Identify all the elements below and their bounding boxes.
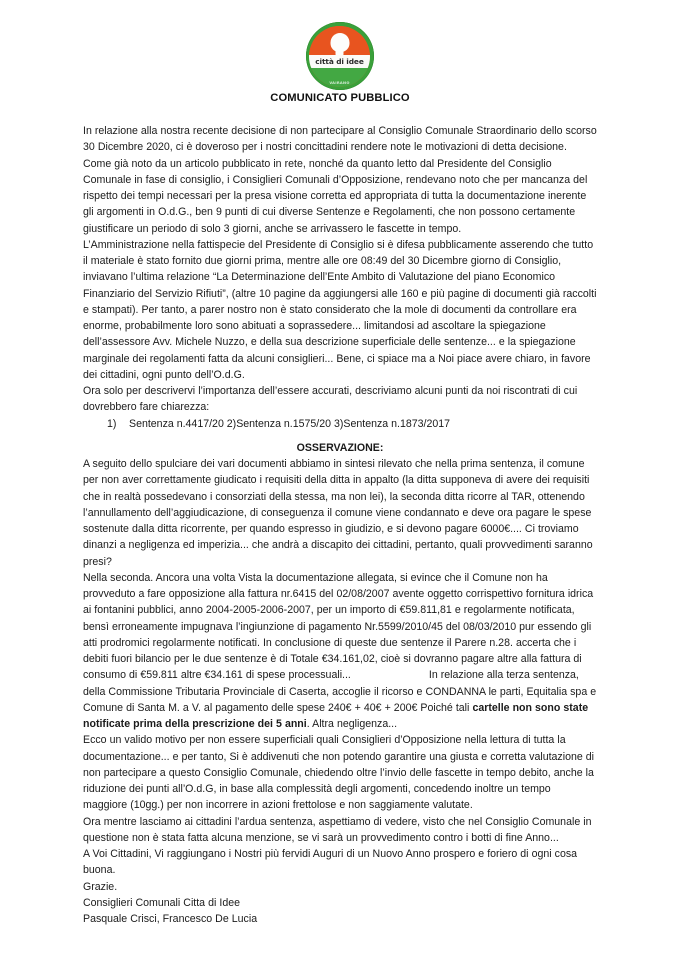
spacer [83, 432, 597, 440]
signature-names: Pasquale Crisci, Francesco De Lucia [83, 913, 258, 925]
paragraph-context: Come già noto da un articolo pubblicato in rete, nonché da quanto letto dal Presidente del Consiglio Comunale in fase di consiglio, i Consiglieri Comunali d’Opposizione, rendevano noto che per mancanza del rispetto dei tempi necessari per la presa visione corretta ed appropriata di tutta la documentazione inerente gli argomenti in O.d.G., ben 9 punti di cui diverse Sentenze e Regolamenti, che non possono certamente giustificare un periodo di solo 3 giorni, anche se arrivassero le fascette in tempo. [83, 157, 588, 235]
list-item-number: 1) [107, 417, 117, 430]
second-sentence-text: Nella seconda. Ancora una volta Vista la documentazione allegata, si evince che il Comune non ha provveduto a fare opposizione alla fattura nr.6415 del 02/08/2007 avente oggetto corrispettivo fornitura idrica ai fontanini pubblici, anno 2004-2005-2006-2007, per un importo di €59.811,81 e regolarmente notificata, bensì erroneamente impugnava l’ingiunzione di pagamento Nr.5599/2010/45 del 08/03/2010 pur essendo gli atti prodromici regolarmente notificati. In conclusione di queste due sentenze il Parere n.28. accerta che i debiti fuori bilancio per le due sentenze è di Totale €34.161,02, cioè si dovranno pagare altre alla fattura di consumo di €59.811 altre €34.161 di spese processuali... [83, 571, 594, 682]
paragraph-greetings: A Voi Cittadini, Vi raggiungano i Nostri più fervidi Auguri di un Nuovo Anno prospero e foriero di ogni cosa buona. [83, 848, 578, 877]
bold-emphasis: cartelle non sono state notificate prima della prescrizione dei 5 anni [83, 701, 589, 730]
paragraph-closing-wait: Ora mentre lasciamo ai cittadini l’ardua sentenza, aspettiamo di vedere, visto che nel Consiglio Comunale in questione non è stata fatta alcuna menzione, se vi sarà un provvedimento contro i botti di fine Anno... [83, 815, 592, 844]
logo-name-text: città di idee [315, 56, 364, 66]
signature-group: Consiglieri Comunali Citta di Idee [83, 896, 241, 909]
logo-header [0, 0, 679, 92]
after-bold-text: . Altra negligenza... [306, 718, 398, 730]
page-title: COMUNICATO PUBBLICO [270, 92, 410, 104]
paragraph-intro: In relazione alla nostra recente decisione di non partecipare al Consiglio Comunale Straordinario dello scorso 30 Dicembre 2020, ci è doveroso per i nostri concittadini rendere note le motivazioni di detta decisione. [83, 125, 597, 154]
logo-subtitle [309, 71, 370, 87]
logo-disc [309, 26, 370, 87]
paragraph-second-sentence [83, 570, 597, 733]
logo-name-band [309, 55, 370, 68]
paragraph-observation-first: A seguito dello spulciare dei vari documenti abbiamo in sintesi rilevato che nella prima sentenza, il comune per non aver correttamente giudicato i requisiti della ditta in appalto (la ditta supponeva di avere dei requisiti che in realtà possedevano i consorziati della stessa, ma non lei), la seconda ditta ricorre al TAR, ottenendo l’annullamento dell’aggiudicazione, di conseguenza il comune viene condannato e deve ora pagare le spese sostenute dalla ditta ricorrente, per quando espresso in giudizio, e si devono pagare 6000€.... Ci troviamo dinanzi a negligenza ed imperizia... che andrà a discapito dei cittadini, pertanto, quali provvedimenti saranno presi? [83, 458, 593, 568]
paragraph-thanks: Grazie. [83, 880, 118, 893]
third-sentence-text: In relazione alla terza sentenza, della Commissione Tributaria Provinciale di Caserta, accoglie il ricorso e CONDANNA le parti, Equitalia spa e Comune di Santa M. a V. al pagamento delle spese 240€ + 40€ + 200€ Poiché tali [83, 669, 597, 714]
observation-heading: OSSERVAZIONE: [296, 441, 384, 454]
list-item [83, 416, 597, 432]
lightbulb-icon [330, 33, 349, 56]
paragraph-points-intro: Ora solo per descrivervi l’importanza dell’essere accurati, descriviamo alcuni punti da noi riscontrati di cui dovrebbero fare chiarezza: [83, 385, 578, 414]
logo-subtitle-text: VAIRANO [329, 80, 350, 85]
citta-di-idee-logo [306, 22, 374, 90]
document-body [0, 92, 679, 927]
list-item-text: Sentenza n.4417/20 2)Sentenza n.1575/20 3)Sentenza n.1873/2017 [129, 417, 451, 430]
paragraph-closing-reason: Ecco un valido motivo per non essere superficiali quali Consiglieri d’Opposizione nella lettura di tutta la documentazione... e per tanto, Si è addivenuti che non potendo garantire una giusta e corretta valutazione di non partecipare a questo Consiglio Comunale, chiedendo oltre l’invio delle fascette in tempo debito, anche la riduzione dei punti all’O.d.G, in base alla complessità degli argomenti, concedendo inoltre un tempo maggiore (10gg.) per non incorrere in azioni frettolose e non saggiamente valutate. [83, 734, 595, 812]
paragraph-administration: L’Amministrazione nella fattispecie del Presidente di Consiglio si è difesa pubblicamente asserendo che tutto il materiale è stato fornito due giorni prima, mentre alle ore 08:49 del 30 Dicembre giorno di Consiglio, inviavano l’ultima relazione “La Determinazione dell’Ente Ambito di Valutazione del piano Economico Finanziario del Servizio Rifiuti”, (altre 10 pagine da aggiungersi alle 160 e più pagine di documenti già raccolti e stampati). Per tanto, a parer nostro non è stato considerato che la mole di documenti da controllare era enorme, probabilmente loro sono abituati a soprassedere... limitandosi ad ascoltare la spiegazione dell’assessore Avv. Michele Nuzzo, e della sua descrizione superficiale delle sentenze... e la spiegazione marginale dei regolamenti fatta da alcuni consiglieri... Bene, ci spiace ma a Noi piace avere chiaro, in favore dei cittadini, ogni punto dell’O.d.G. [83, 238, 597, 381]
